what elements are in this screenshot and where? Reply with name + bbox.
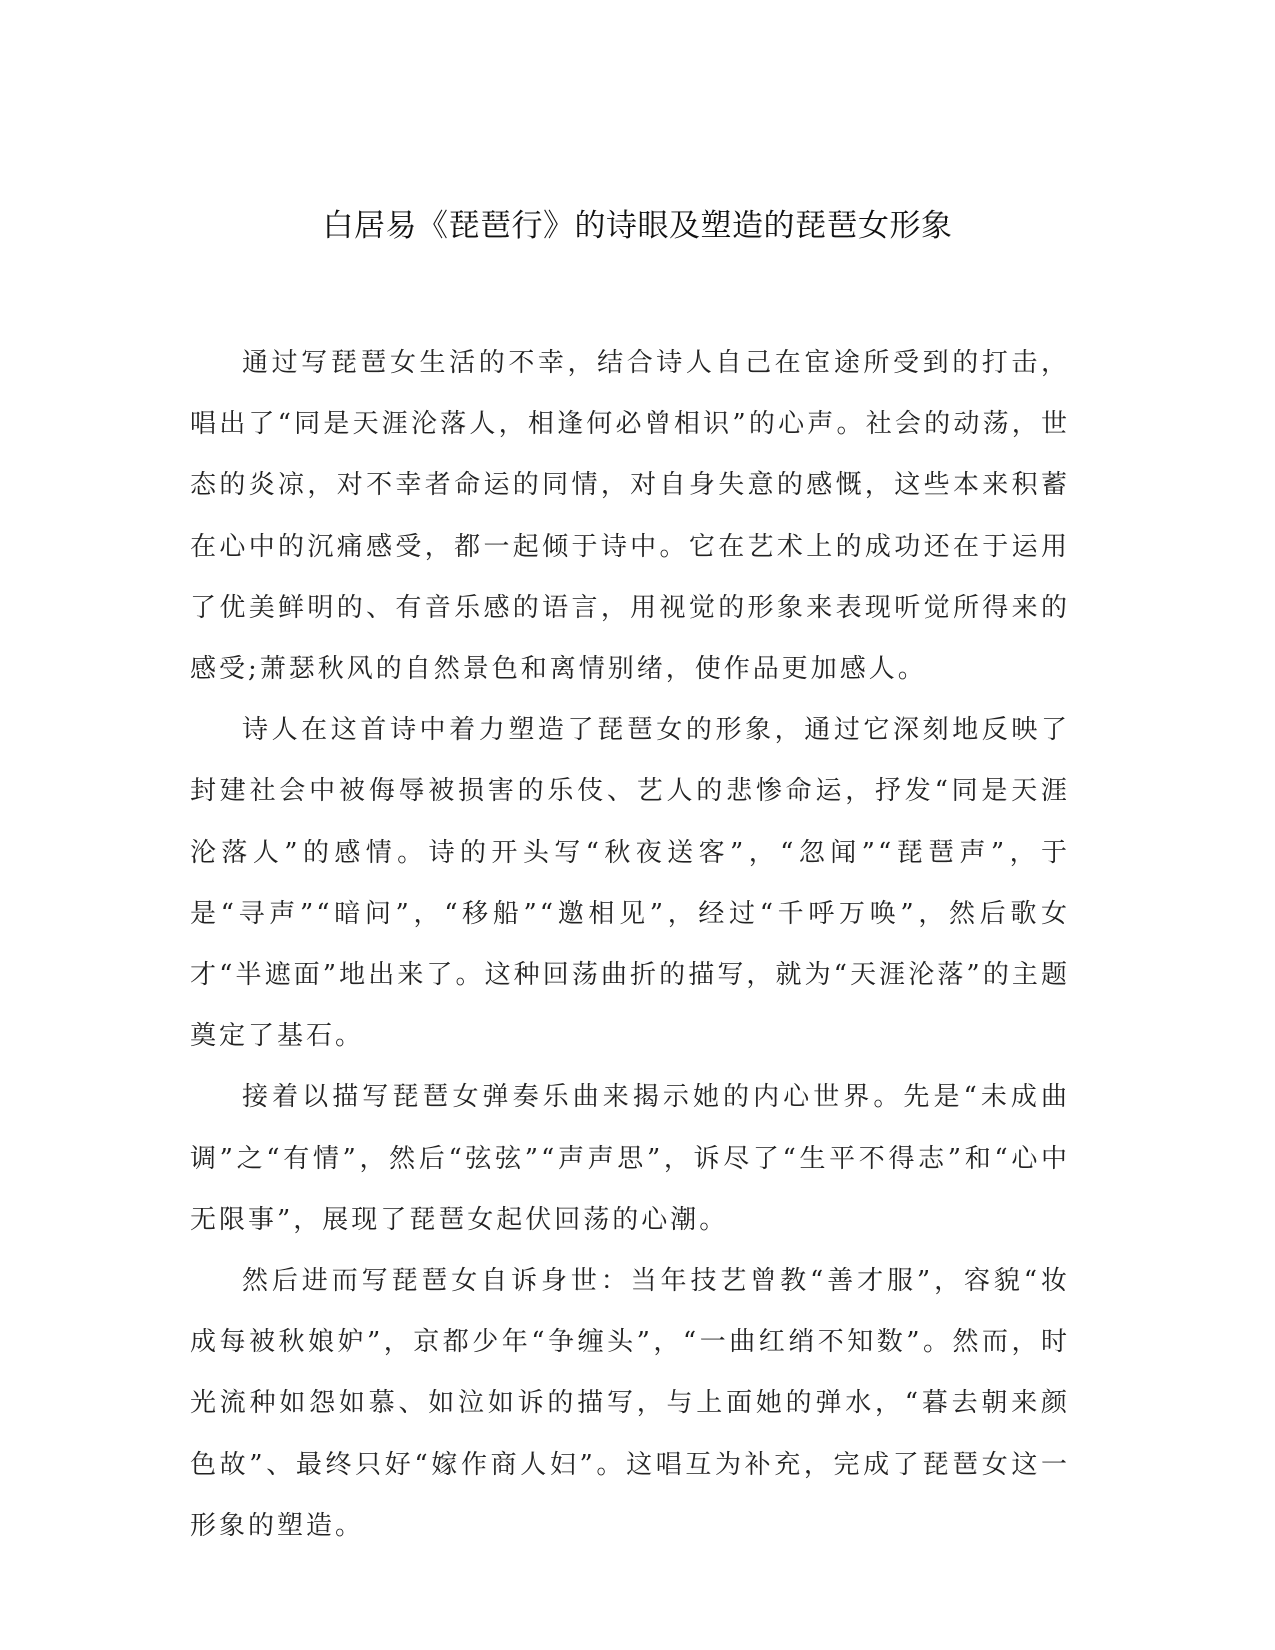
paragraph-4: 然后进而写琵琶女自诉身世：当年技艺曾教“善才服”，容貌“妆成每被秋娘妒”，京都少年“争缠头”，“一曲红绡不知数”。然而，时光流种如怨如慕、如泣如诉的描写，与上面她的弹水，“暮去朝来颜色故”、最终只好“嫁作商人妇”。这唱互为补充，完成了琵琶女这一形象的塑造。 [190, 1266, 1070, 1541]
document-body [190, 333, 1070, 1557]
document-title: 白居易《琵琶行》的诗眼及塑造的琵琶女形象 [322, 208, 953, 244]
paragraph-1: 通过写琵琶女生活的不幸，结合诗人自己在宦途所受到的打击，唱出了“同是天涯沦落人，相逢何必曾相识”的心声。社会的动荡，世态的炎凉，对不幸者命运的同情，对自身失意的感慨，这些本来积蓄在心中的沉痛感受，都一起倾于诗中。它在艺术上的成功还在于运用了优美鲜明的、有音乐感的语言，用视觉的形象来表现听觉所得来的感受;萧瑟秋风的自然景色和离情别绪，使作品更加感人。 [190, 348, 1070, 685]
paragraph-2: 诗人在这首诗中着力塑造了琵琶女的形象，通过它深刻地反映了封建社会中被侮辱被损害的乐伎、艺人的悲惨命运，抒发“同是天涯沦落人”的感情。诗的开头写“秋夜送客”，“忽闻”“琵琶声”，于是“寻声”“暗问”，“移船”“邀相见”，经过“千呼万唤”，然后歌女才“半遮面”地出来了。这种回荡曲折的描写，就为“天涯沦落”的主题奠定了基石。 [190, 715, 1070, 1052]
paragraph-3: 接着以描写琵琶女弹奏乐曲来揭示她的内心世界。先是“未成曲调”之“有情”，然后“弦弦”“声声思”，诉尽了“生平不得志”和“心中无限事”，展现了琵琶女起伏回荡的心潮。 [190, 1082, 1070, 1235]
